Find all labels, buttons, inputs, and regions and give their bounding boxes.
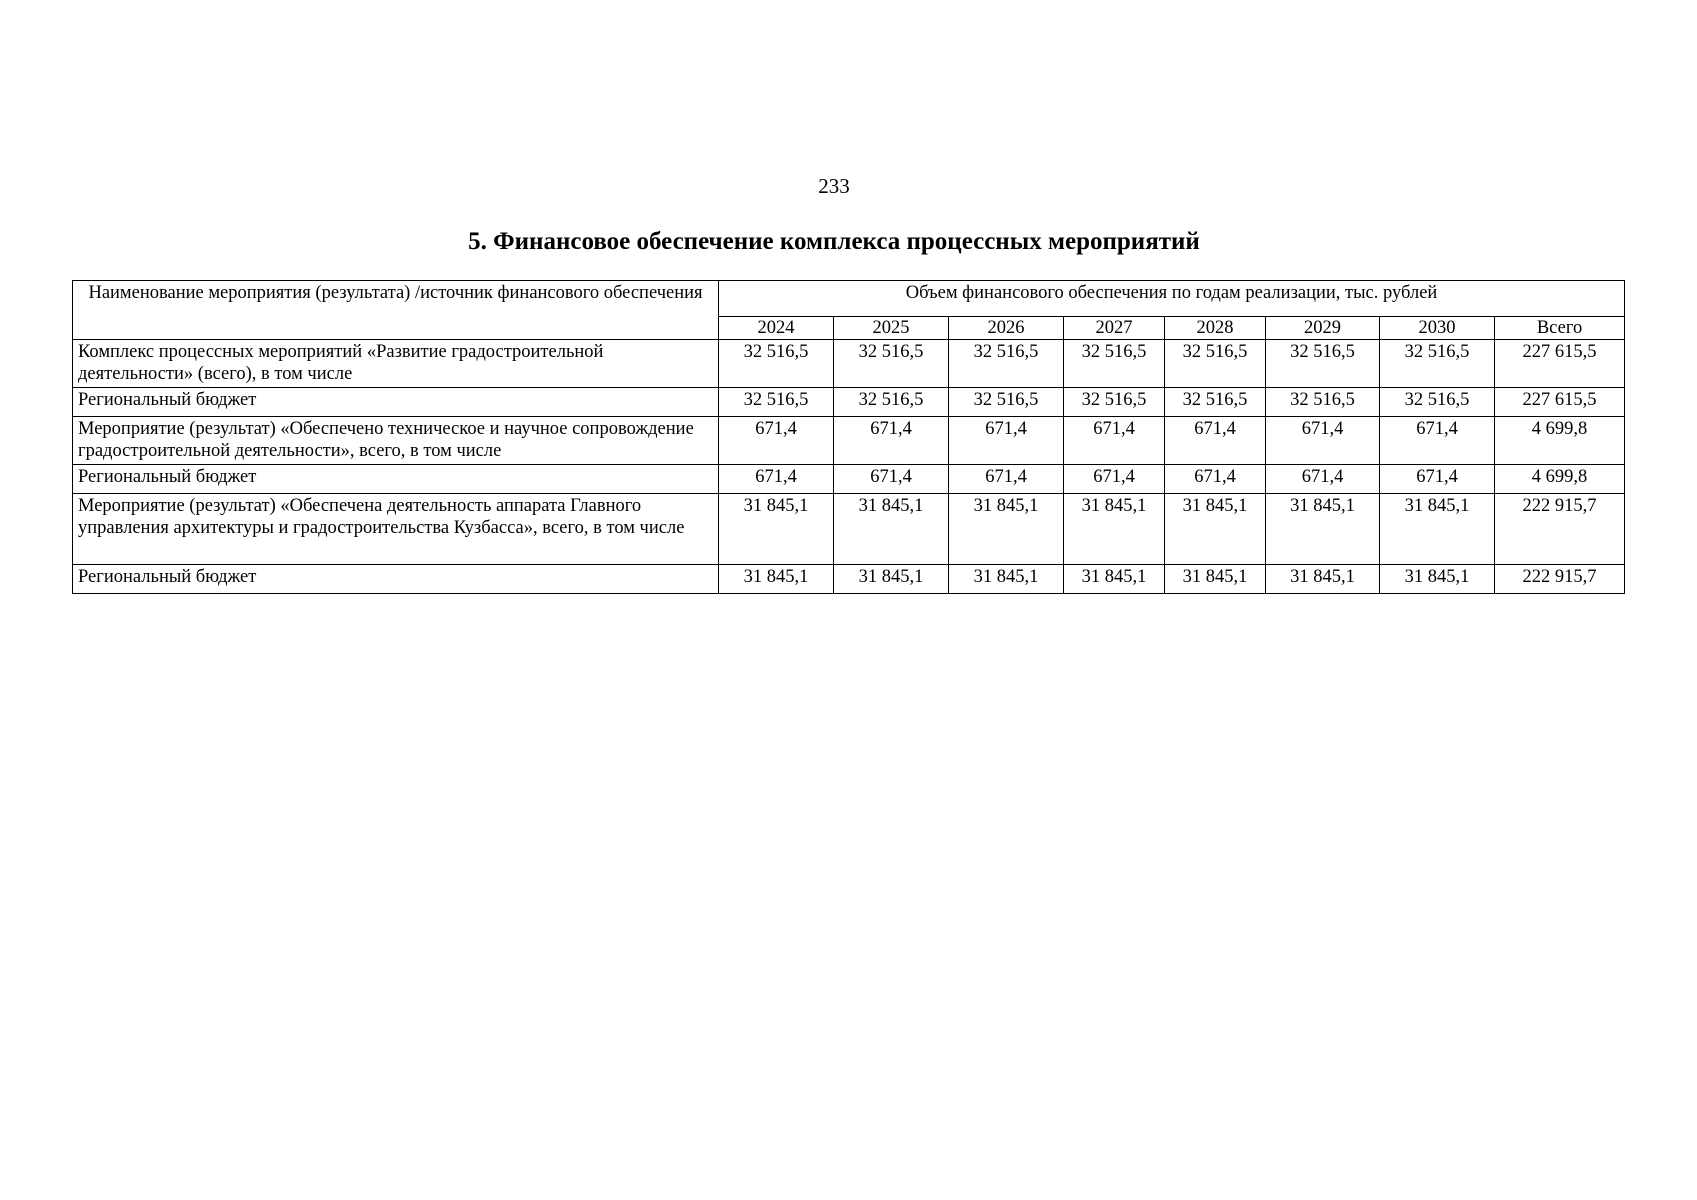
column-header-year: 2024 (719, 317, 834, 340)
cell-total: 4 699,8 (1495, 417, 1625, 465)
cell-value: 32 516,5 (834, 388, 949, 417)
table-row (73, 417, 1625, 465)
cell-value: 31 845,1 (834, 565, 949, 594)
column-header-year: 2028 (1165, 317, 1266, 340)
cell-value: 671,4 (1266, 465, 1380, 494)
cell-value: 32 516,5 (1064, 388, 1165, 417)
table-row (73, 494, 1625, 565)
cell-value: 32 516,5 (1064, 340, 1165, 388)
cell-value: 32 516,5 (1165, 340, 1266, 388)
cell-value: 32 516,5 (1380, 388, 1495, 417)
cell-total: 222 915,7 (1495, 565, 1625, 594)
table-row (73, 465, 1625, 494)
cell-value: 31 845,1 (949, 565, 1064, 594)
cell-value: 32 516,5 (949, 340, 1064, 388)
cell-value: 32 516,5 (949, 388, 1064, 417)
cell-total: 222 915,7 (1495, 494, 1625, 565)
cell-value: 671,4 (1380, 417, 1495, 465)
cell-value: 32 516,5 (719, 388, 834, 417)
cell-value: 32 516,5 (1266, 340, 1380, 388)
cell-value: 32 516,5 (1165, 388, 1266, 417)
cell-value: 671,4 (834, 465, 949, 494)
cell-value: 671,4 (1380, 465, 1495, 494)
cell-value: 31 845,1 (719, 565, 834, 594)
cell-value: 671,4 (719, 417, 834, 465)
cell-value: 31 845,1 (719, 494, 834, 565)
cell-value: 671,4 (834, 417, 949, 465)
table-row (73, 388, 1625, 417)
cell-total: 227 615,5 (1495, 340, 1625, 388)
table-row (73, 565, 1625, 594)
cell-value: 32 516,5 (834, 340, 949, 388)
column-header-year: 2027 (1064, 317, 1165, 340)
cell-total: 227 615,5 (1495, 388, 1625, 417)
cell-value: 671,4 (1064, 417, 1165, 465)
cell-value: 671,4 (719, 465, 834, 494)
cell-value: 31 845,1 (834, 494, 949, 565)
cell-value: 31 845,1 (1165, 565, 1266, 594)
cell-value: 671,4 (1266, 417, 1380, 465)
page-number: 233 (818, 174, 850, 198)
cell-value: 671,4 (949, 417, 1064, 465)
cell-value: 31 845,1 (949, 494, 1064, 565)
row-name: Мероприятие (результат) «Обеспечено техническое и научное сопровождение градостроительной деятельности», всего, в том числе (73, 417, 719, 465)
column-header-name: Наименование мероприятия (результата) /источник финансового обеспечения (73, 281, 719, 340)
cell-value: 671,4 (1165, 417, 1266, 465)
cell-value: 31 845,1 (1266, 565, 1380, 594)
column-header-volume: Объем финансового обеспечения по годам реализации, тыс. рублей (719, 281, 1625, 317)
cell-value: 671,4 (949, 465, 1064, 494)
cell-total: 4 699,8 (1495, 465, 1625, 494)
page-title: 5. Финансовое обеспечение комплекса процессных мероприятий (468, 228, 1200, 255)
row-name: Региональный бюджет (73, 465, 719, 494)
row-name: Мероприятие (результат) «Обеспечена деятельность аппарата Главного управления архитектуры и градостроительства Кузбасса», всего, в том числе (73, 494, 719, 565)
column-header-year: 2030 (1380, 317, 1495, 340)
cell-value: 32 516,5 (1266, 388, 1380, 417)
column-header-total: Всего (1495, 317, 1625, 340)
cell-value: 31 845,1 (1380, 565, 1495, 594)
cell-value: 31 845,1 (1064, 565, 1165, 594)
cell-value: 31 845,1 (1380, 494, 1495, 565)
row-name: Региональный бюджет (73, 565, 719, 594)
row-name: Комплекс процессных мероприятий «Развитие градостроительной деятельности» (всего), в том числе (73, 340, 719, 388)
cell-value: 671,4 (1064, 465, 1165, 494)
column-header-year: 2026 (949, 317, 1064, 340)
cell-value: 32 516,5 (1380, 340, 1495, 388)
cell-value: 31 845,1 (1064, 494, 1165, 565)
cell-value: 671,4 (1165, 465, 1266, 494)
cell-value: 31 845,1 (1165, 494, 1266, 565)
column-header-year: 2025 (834, 317, 949, 340)
table-row (73, 340, 1625, 388)
table-header-row (73, 281, 1625, 317)
row-name: Региональный бюджет (73, 388, 719, 417)
cell-value: 31 845,1 (1266, 494, 1380, 565)
cell-value: 32 516,5 (719, 340, 834, 388)
financing-table (72, 280, 1625, 594)
column-header-year: 2029 (1266, 317, 1380, 340)
